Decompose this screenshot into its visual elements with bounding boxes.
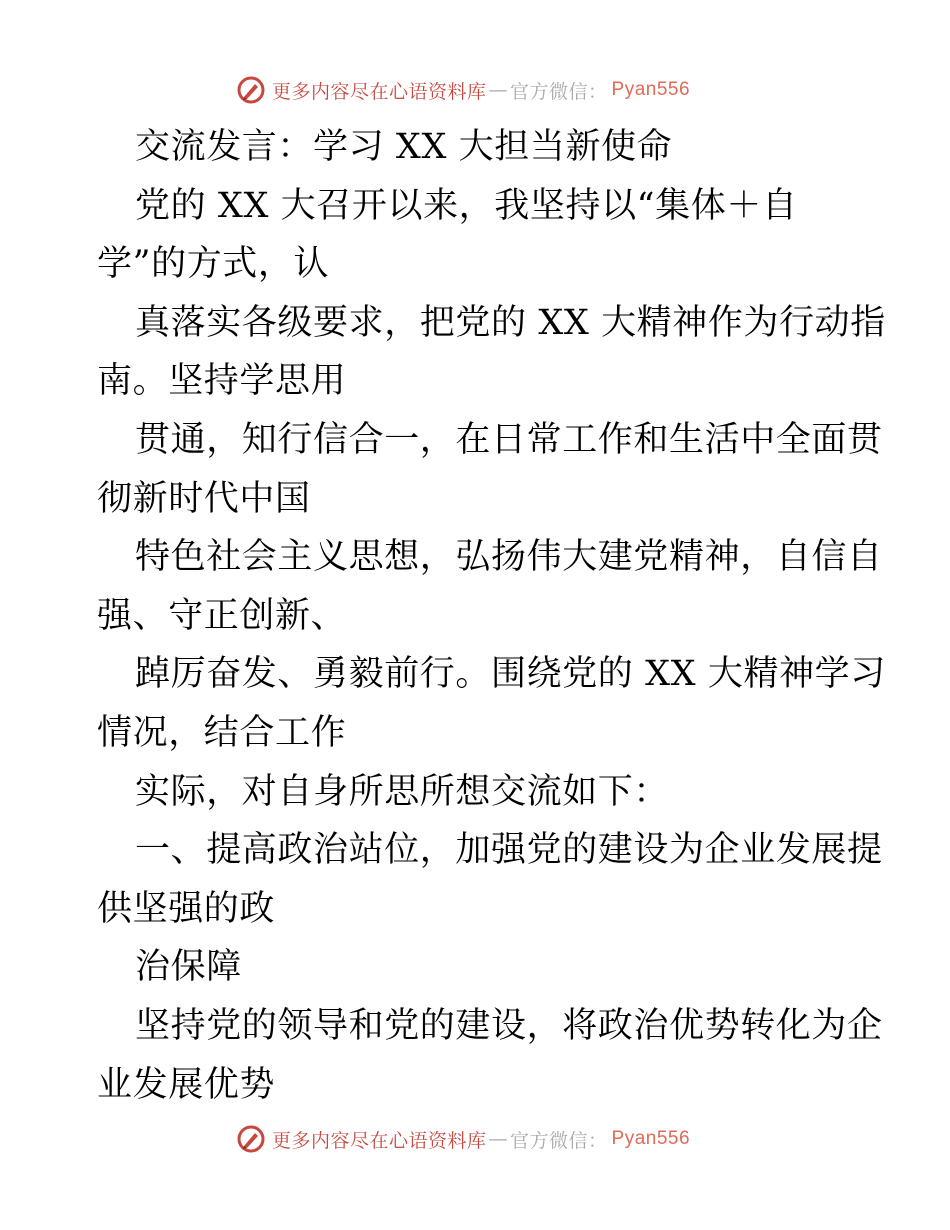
watermark-separator: — (488, 79, 509, 101)
footer-watermark (236, 1122, 690, 1156)
paragraph-line: 彻新时代中国 (97, 478, 311, 519)
watermark-official-text: 官方微信： (510, 80, 608, 103)
watermark-site-text: 更多内容尽在心语资料库 (272, 80, 487, 103)
paragraph-line: 实际，对自身所思所想交流如下： (135, 771, 670, 812)
paragraph-line: 踔厉奋发、勇毅前行。围绕党的 XX 大精神学习 (135, 654, 886, 695)
watermark-official-text: 官方微信： (510, 1129, 608, 1152)
paragraph-line: 强、守正创新、 (97, 595, 347, 636)
paragraph-line: 党的 XX 大召开以来，我坚持以“集体＋自 (135, 185, 798, 226)
pen-logo-icon (236, 75, 266, 105)
watermark-site-text: 更多内容尽在心语资料库 (272, 1129, 487, 1152)
pen-logo-icon (236, 1124, 266, 1154)
paragraph-line: 南。坚持学思用 (97, 361, 347, 402)
watermark-wechat-id: Pyan556 (611, 1128, 691, 1149)
document-body (97, 118, 886, 1114)
paragraph-line: 情况，结合工作 (97, 712, 347, 753)
paragraph-line: 业发展优势 (97, 1064, 276, 1105)
paragraph-line: 学”的方式，认 (97, 244, 330, 285)
paragraph-line: 坚持党的领导和党的建设，将政治优势转化为企 (135, 1005, 883, 1046)
header-watermark (236, 73, 690, 107)
paragraph-line: 贯通，知行信合一，在日常工作和生活中全面贯 (135, 419, 883, 460)
watermark-wechat-id: Pyan556 (611, 79, 691, 100)
paragraph-line: 特色社会主义思想，弘扬伟大建党精神，自信自 (135, 537, 883, 578)
document-title: 交流发言：学习 XX 大担当新使命 (135, 127, 673, 167)
section-heading-line: 一、提高政治站位，加强党的建设为企业发展提 (135, 830, 883, 871)
section-heading-line: 治保障 (135, 947, 242, 988)
section-heading-line: 供坚强的政 (97, 888, 276, 929)
paragraph-line: 真落实各级要求，把党的 XX 大精神作为行动指 (135, 302, 886, 343)
watermark-separator: — (488, 1128, 509, 1150)
